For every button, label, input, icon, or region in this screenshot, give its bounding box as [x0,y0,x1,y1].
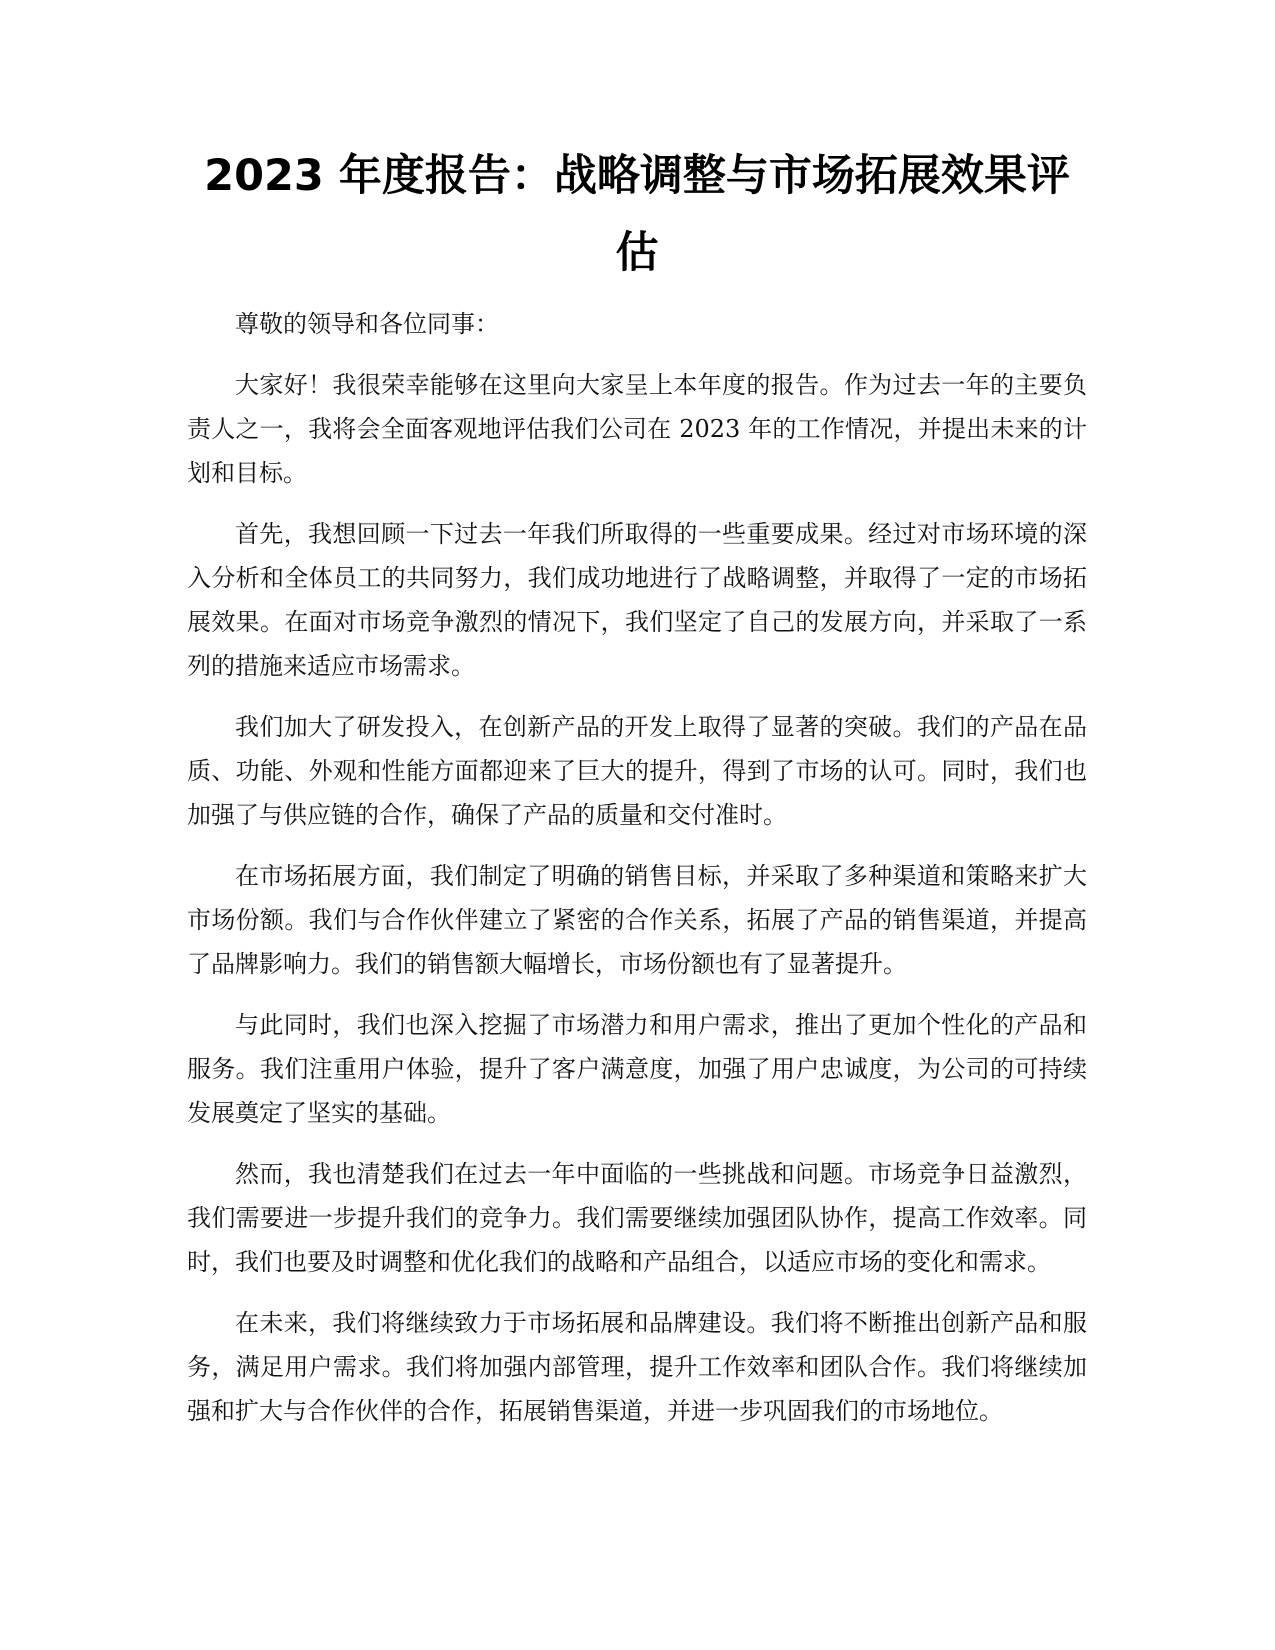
document-body [187,138,1087,1450]
future-plans-paragraph: 在未来，我们将继续致力于市场拓展和品牌建设。我们将不断推出创新产品和服务，满足用户需求。我们将加强内部管理，提升工作效率和团队合作。我们将继续加强和扩大与合作伙伴的合作，拓展销售渠道，并进一步巩固我们的市场地位。 [187,1309,1087,1425]
market-expansion-paragraph: 在市场拓展方面，我们制定了明确的销售目标，并采取了多种渠道和策略来扩大市场份额。我们与合作伙伴建立了紧密的合作关系，拓展了产品的销售渠道，并提高了品牌影响力。我们的销售额大幅增长，市场份额也有了显著提升。 [187,862,1087,978]
achievements-paragraph: 首先，我想回顾一下过去一年我们所取得的一些重要成果。经过对市场环境的深入分析和全体员工的共同努力，我们成功地进行了战略调整，并取得了一定的市场拓展效果。在面对市场竞争激烈的情况下，我们坚定了自己的发展方向，并采取了一系列的措施来适应市场需求。 [187,520,1087,680]
document-title: 2023 年度报告：战略调整与市场拓展效果评估 [204,151,1070,278]
salutation-paragraph: 尊敬的领导和各位同事： [235,310,499,338]
rnd-paragraph: 我们加大了研发投入，在创新产品的开发上取得了显著的突破。我们的产品在品质、功能、外观和性能方面都迎来了巨大的提升，得到了市场的认可。同时，我们也加强了与供应链的合作，确保了产品的质量和交付准时。 [187,713,1087,829]
user-needs-paragraph: 与此同时，我们也深入挖掘了市场潜力和用户需求，推出了更加个性化的产品和服务。我们注重用户体验，提升了客户满意度，加强了用户忠诚度，为公司的可持续发展奠定了坚实的基础。 [187,1011,1087,1127]
challenges-paragraph: 然而，我也清楚我们在过去一年中面临的一些挑战和问题。市场竞争日益激烈，我们需要进一步提升我们的竞争力。我们需要继续加强团队协作，提高工作效率。同时，我们也要及时调整和优化我们的战略和产品组合，以适应市场的变化和需求。 [187,1160,1087,1276]
intro-paragraph: 大家好！我很荣幸能够在这里向大家呈上本年度的报告。作为过去一年的主要负责人之一，我将会全面客观地评估我们公司在 2023 年的工作情况，并提出未来的计划和目标。 [187,371,1087,487]
